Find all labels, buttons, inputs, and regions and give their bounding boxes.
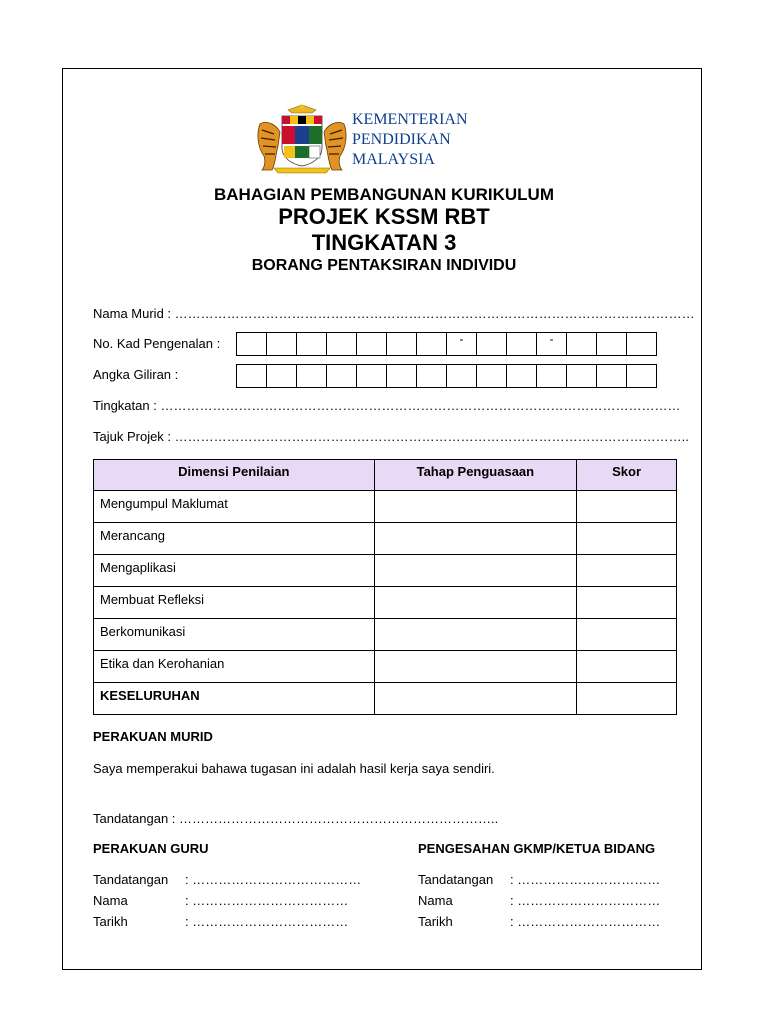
table-header-row (94, 460, 677, 491)
digit-box[interactable] (266, 332, 297, 356)
digit-box[interactable] (566, 364, 597, 388)
level-cell[interactable] (374, 587, 577, 619)
total-row (94, 683, 677, 715)
score-cell[interactable] (577, 651, 677, 683)
dimension-cell: Etika dan Kerohanian (94, 651, 375, 683)
score-cell[interactable] (577, 491, 677, 523)
row-value[interactable]: : …………………………… (510, 872, 661, 887)
approval-title: PENGESAHAN GKMP/KETUA BIDANG (418, 841, 656, 856)
dimension-cell: Merancang (94, 523, 375, 555)
digit-box[interactable] (236, 332, 267, 356)
row-value[interactable]: : ………………………………… (185, 872, 362, 887)
digit-box[interactable] (596, 364, 627, 388)
row-label: Tandatangan (93, 872, 169, 887)
student-signature-field[interactable]: Tandatangan : ……………………………………………………………….. (93, 811, 499, 826)
form-level: TINGKATAN 3 (311, 230, 457, 255)
student-name-field[interactable]: Nama Murid : ………………………………………………………………………………………………………… (93, 306, 695, 321)
table-row (94, 619, 677, 651)
row-label: Tandatangan (418, 872, 494, 887)
digit-box[interactable] (296, 364, 327, 388)
digit-box[interactable] (596, 332, 627, 356)
level-cell[interactable] (374, 523, 577, 555)
level-cell[interactable] (374, 683, 577, 715)
level-cell[interactable] (374, 555, 577, 587)
digit-box[interactable]: - (446, 332, 477, 356)
assessment-table (93, 459, 677, 715)
digit-box[interactable] (296, 332, 327, 356)
row-value[interactable]: : …………………………… (510, 914, 661, 929)
student-declaration-title: PERAKUAN MURID (93, 729, 213, 744)
index-number-boxes[interactable] (236, 364, 657, 388)
approval-date-row[interactable] (418, 914, 660, 929)
form-title: BORANG PENTAKSIRAN INDIVIDU (251, 257, 517, 274)
score-cell[interactable] (577, 555, 677, 587)
digit-box[interactable] (416, 332, 447, 356)
level-cell[interactable] (374, 491, 577, 523)
digit-box[interactable] (506, 364, 537, 388)
row-label: Tarikh (418, 914, 453, 929)
project-title-field[interactable]: Tajuk Projek : ……………………………………………………………………………………………………….. (93, 429, 689, 444)
student-declaration-statement: Saya memperakui bahawa tugasan ini adalah hasil kerja saya sendiri. (93, 761, 495, 776)
teacher-date-row[interactable] (93, 914, 348, 929)
level-cell[interactable] (374, 651, 577, 683)
ministry-line: PENDIDIKAN (352, 131, 451, 148)
row-label: Tarikh (93, 914, 128, 929)
table-row (94, 555, 677, 587)
digit-box[interactable]: - (536, 332, 567, 356)
ministry-line: KEMENTERIAN (352, 111, 468, 128)
ic-number-label: No. Kad Pengenalan : (93, 336, 221, 351)
row-label: Nama (93, 893, 128, 908)
score-cell[interactable] (577, 523, 677, 555)
table-row (94, 523, 677, 555)
index-number-label: Angka Giliran : (93, 367, 179, 382)
project-title: PROJEK KSSM RBT (278, 204, 490, 229)
digit-box[interactable] (476, 332, 507, 356)
digit-box[interactable] (626, 364, 657, 388)
digit-box[interactable] (566, 332, 597, 356)
ic-number-boxes[interactable] (236, 332, 657, 356)
ministry-line: MALAYSIA (352, 151, 435, 168)
dimension-cell: Mengumpul Maklumat (94, 491, 375, 523)
digit-box[interactable] (506, 332, 537, 356)
teacher-name-row[interactable] (93, 893, 348, 908)
column-header: Dimensi Penilaian (94, 460, 375, 491)
table-row (94, 587, 677, 619)
approval-signature-row[interactable] (418, 872, 660, 887)
digit-box[interactable] (326, 332, 357, 356)
digit-box[interactable] (626, 332, 657, 356)
division-title: BAHAGIAN PEMBANGUNAN KURIKULUM (214, 185, 554, 204)
total-label-cell: KESELURUHAN (94, 683, 375, 715)
digit-box[interactable] (356, 332, 387, 356)
form-field[interactable]: Tingkatan : ………………………………………………………………………………………………………… (93, 398, 681, 413)
column-header: Skor (577, 460, 677, 491)
digit-box[interactable] (386, 364, 417, 388)
teacher-signature-row[interactable] (93, 872, 361, 887)
teacher-declaration-title: PERAKUAN GURU (93, 841, 209, 856)
column-header: Tahap Penguasaan (374, 460, 577, 491)
table-row (94, 491, 677, 523)
approval-name-row[interactable] (418, 893, 660, 908)
digit-box[interactable] (236, 364, 267, 388)
digit-box[interactable] (476, 364, 507, 388)
digit-box[interactable] (326, 364, 357, 388)
row-value[interactable]: : …………………………… (510, 893, 661, 908)
digit-box[interactable] (446, 364, 477, 388)
score-cell[interactable] (577, 619, 677, 651)
digit-box[interactable] (386, 332, 417, 356)
table-row (94, 651, 677, 683)
digit-box[interactable] (416, 364, 447, 388)
digit-box[interactable] (356, 364, 387, 388)
score-cell[interactable] (577, 683, 677, 715)
dimension-cell: Berkomunikasi (94, 619, 375, 651)
level-cell[interactable] (374, 619, 577, 651)
coat-of-arms-icon (254, 104, 350, 174)
row-label: Nama (418, 893, 453, 908)
dimension-cell: Mengaplikasi (94, 555, 375, 587)
dimension-cell: Membuat Refleksi (94, 587, 375, 619)
ministry-name (352, 110, 512, 170)
row-value[interactable]: : ……………………………… (185, 893, 349, 908)
score-cell[interactable] (577, 587, 677, 619)
digit-box[interactable] (266, 364, 297, 388)
row-value[interactable]: : ……………………………… (185, 914, 349, 929)
digit-box[interactable] (536, 364, 567, 388)
